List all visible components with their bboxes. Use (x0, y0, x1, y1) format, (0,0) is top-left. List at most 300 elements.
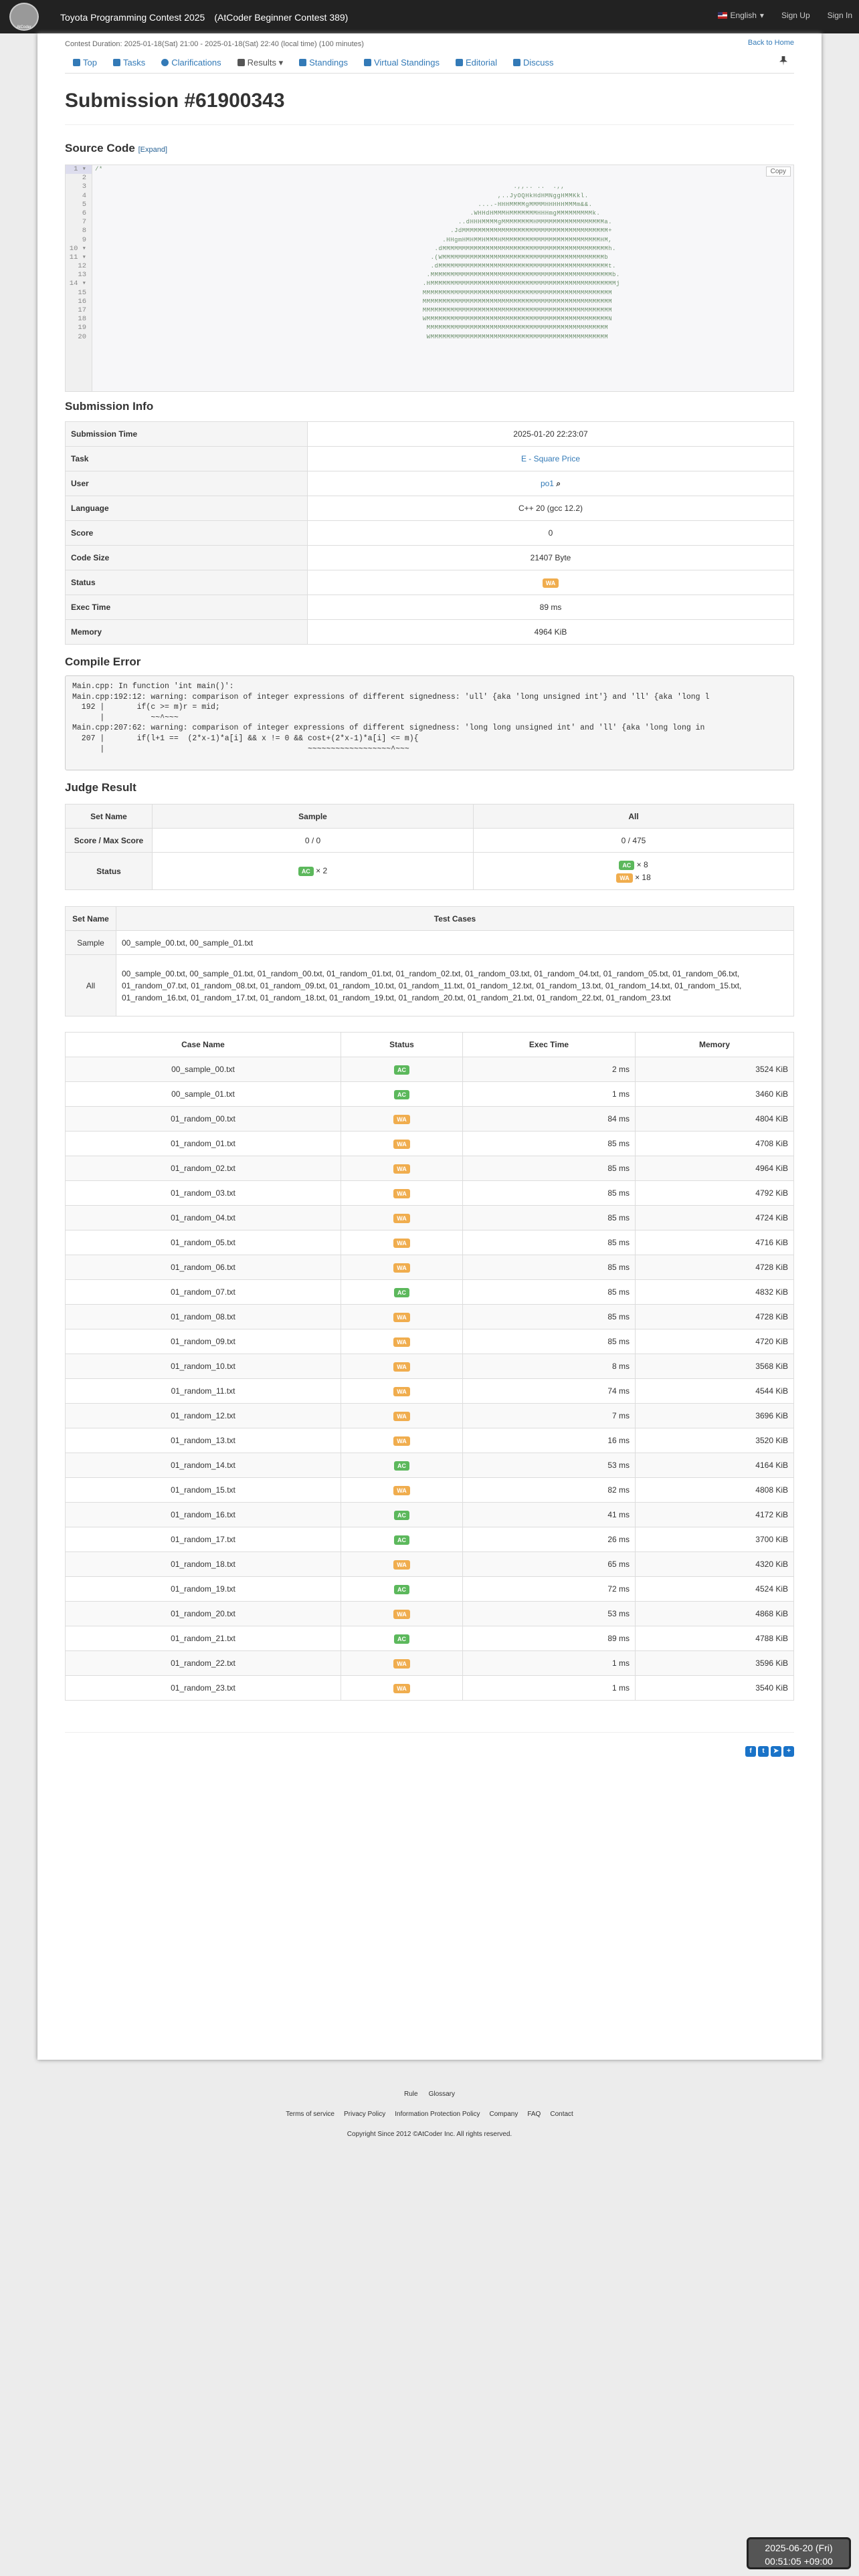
case-name: 01_random_17.txt (66, 1527, 341, 1552)
judge-result-heading: Judge Result (65, 781, 136, 794)
case-memory: 4728 KiB (636, 1255, 794, 1280)
case-exec-time: 7 ms (463, 1404, 636, 1428)
sample-status (153, 853, 474, 890)
table-row (66, 1305, 794, 1329)
code-line: .JdMMMMMMMMMMMMMMMMMMMMMMMMMMMMMMMMMMMMM+ (95, 227, 613, 235)
case-name: 01_random_12.txt (66, 1404, 341, 1428)
status-badge: AC (394, 1535, 409, 1545)
comment-icon (513, 59, 520, 66)
footer-rule-link[interactable]: Rule (403, 2090, 418, 2098)
case-status (341, 1132, 463, 1156)
case-memory: 3520 KiB (636, 1428, 794, 1453)
case-memory: 3696 KiB (636, 1404, 794, 1428)
sign-up-link[interactable]: Sign Up (781, 11, 810, 20)
case-name: 01_random_11.txt (66, 1379, 341, 1404)
case-status (341, 1453, 463, 1478)
footer-link[interactable]: Information Protection Policy (395, 2111, 480, 2118)
flag-icon (718, 12, 727, 19)
code-lines (95, 165, 793, 342)
case-memory: 4720 KiB (636, 1329, 794, 1354)
submission-info-table (65, 421, 794, 645)
tab-virtual-standings[interactable]: Virtual Standings (356, 58, 448, 68)
info-row (66, 546, 794, 570)
status-badge: AC (394, 1288, 409, 1297)
pin-icon[interactable] (779, 56, 787, 66)
line-number: 13 (78, 271, 86, 280)
table-row (66, 1651, 794, 1676)
case-status (341, 1280, 463, 1305)
tab-clarifications[interactable]: Clarifications (153, 58, 229, 68)
clock-time: 00:51:05 +09:00 (765, 2556, 833, 2567)
table-row (66, 1577, 794, 1602)
status-badge: AC (394, 1461, 409, 1471)
tab-top[interactable]: Top (65, 58, 105, 68)
set-name-all: All (66, 955, 116, 1016)
more-share-icon[interactable]: + (783, 1746, 794, 1757)
row-score-label: Score / Max Score (66, 829, 153, 853)
case-exec-time: 41 ms (463, 1503, 636, 1527)
table-row (66, 1503, 794, 1527)
home-icon (73, 59, 80, 66)
info-value (308, 471, 794, 496)
table-row (66, 1082, 794, 1107)
info-row (66, 620, 794, 645)
case-status (341, 1107, 463, 1132)
info-label: User (66, 471, 308, 496)
info-label: Task (66, 447, 308, 471)
status-badge: WA (393, 1313, 410, 1322)
col-all: All (474, 804, 794, 829)
info-row (66, 595, 794, 620)
case-exec-time: 1 ms (463, 1676, 636, 1701)
twitter-share-icon[interactable]: t (758, 1746, 769, 1757)
case-memory: 4708 KiB (636, 1132, 794, 1156)
line-number: 9 (82, 235, 86, 244)
info-label: Language (66, 496, 308, 521)
copyright: Copyright Since 2012 ©AtCoder Inc. All rights reserved. (347, 2131, 512, 2138)
code-line: MMMMMMMMMMMMMMMMMMMMMMMMMMMMMMMMMMMMMMMMMMMMMM (95, 324, 609, 332)
table-row (66, 1156, 794, 1181)
contest-title[interactable]: Toyota Programming Contest 2025 (AtCoder Beginner Contest 389) (60, 12, 349, 23)
case-exec-time: 89 ms (463, 1626, 636, 1651)
status-badge: WA (543, 578, 559, 588)
contest-duration: Contest Duration: 2025-01-18(Sat) 21:00 - 2025-01-18(Sat) 22:40 (local time) (100 minutes) (65, 40, 364, 48)
status-badge: WA (393, 1239, 410, 1248)
case-status (341, 1651, 463, 1676)
case-exec-time: 72 ms (463, 1577, 636, 1602)
line-number: 2 (82, 174, 86, 183)
status-badge: WA (393, 1610, 410, 1619)
line-number: 6 (82, 209, 86, 217)
sort-icon (299, 59, 306, 66)
tab-standings[interactable]: Standings (291, 58, 356, 68)
status-badge: WA (393, 1436, 410, 1446)
line-number: 5 (82, 200, 86, 209)
case-memory: 3568 KiB (636, 1354, 794, 1379)
sample-ac-count: × 2 (316, 866, 328, 875)
col-memory: Memory (636, 1033, 794, 1057)
ac-badge: AC (619, 861, 634, 870)
table-row (66, 1329, 794, 1354)
compile-error-heading: Compile Error (65, 655, 141, 668)
table-row (66, 1181, 794, 1206)
code-line: ,..JyOQHkHdHMNggHMMKkl. (95, 192, 589, 199)
line-number: 18 (78, 315, 86, 324)
status-badge: WA (393, 1684, 410, 1693)
divider (65, 1732, 794, 1733)
info-value-text: 0 (548, 528, 553, 538)
case-memory: 3460 KiB (636, 1082, 794, 1107)
info-label: Submission Time (66, 422, 308, 447)
case-exec-time: 85 ms (463, 1230, 636, 1255)
footer-link[interactable]: Privacy Policy (343, 2111, 386, 2118)
case-name: 01_random_02.txt (66, 1156, 341, 1181)
case-status (341, 1626, 463, 1651)
line-number: 15 (78, 288, 86, 297)
case-status (341, 1057, 463, 1082)
table-row (66, 1478, 794, 1503)
code-line (95, 174, 793, 183)
code-line: .HHgmHMHMMHMMMHMMMMMMMMMMMMMMMMMMMMMMMMMHM, (95, 236, 613, 243)
code-line: .HMMMMMMMMMMMMMMMMMMMMMMMMMMMMMMMMMMMMMMMMMMMMMMMj (95, 280, 620, 288)
table-row (66, 1626, 794, 1651)
case-exec-time: 85 ms (463, 1255, 636, 1280)
case-name: 01_random_10.txt (66, 1354, 341, 1379)
case-exec-time: 1 ms (463, 1651, 636, 1676)
table-row (66, 1379, 794, 1404)
row-status-label: Status (66, 853, 153, 890)
code-line: .WHHdHMMMHMMMMMMMHHHmgMMMMMMMMMk. (95, 209, 601, 217)
footer-links (0, 2111, 859, 2118)
case-status (341, 1527, 463, 1552)
copy-button[interactable]: Copy (766, 167, 791, 177)
share-buttons (745, 1746, 794, 1757)
case-memory: 4716 KiB (636, 1230, 794, 1255)
case-name: 01_random_22.txt (66, 1651, 341, 1676)
language-label: English (730, 11, 757, 20)
case-memory: 4808 KiB (636, 1478, 794, 1503)
info-row (66, 521, 794, 546)
all-wa-count: × 18 (635, 872, 651, 882)
case-exec-time: 85 ms (463, 1181, 636, 1206)
table-row (66, 1230, 794, 1255)
table-row (66, 1602, 794, 1626)
code-line: WMMMMMMMMMMMMMMMMMMMMMMMMMMMMMMMMMMMMMMMMMMMMMMN (95, 316, 613, 323)
line-number: 8 (82, 227, 86, 235)
footer-link[interactable]: Contact (550, 2111, 573, 2118)
case-status (341, 1082, 463, 1107)
line-number-gutter (66, 165, 92, 392)
list-icon (113, 59, 120, 66)
case-exec-time: 85 ms (463, 1156, 636, 1181)
status-badge: WA (393, 1337, 410, 1347)
case-memory: 4804 KiB (636, 1107, 794, 1132)
all-status (474, 853, 794, 890)
case-memory: 4868 KiB (636, 1602, 794, 1626)
case-status (341, 1206, 463, 1230)
facebook-share-icon[interactable]: f (745, 1746, 756, 1757)
info-label: Status (66, 570, 308, 595)
code-line: MMMMMMMMMMMMMMMMMMMMMMMMMMMMMMMMMMMMMMMMMMMMMMMM (95, 298, 613, 305)
sample-score: 0 / 0 (153, 829, 474, 853)
ac-badge: AC (298, 867, 314, 876)
case-name: 01_random_09.txt (66, 1329, 341, 1354)
info-row (66, 447, 794, 471)
info-value-text: 2025-01-20 22:23:07 (513, 429, 588, 439)
status-badge: WA (393, 1189, 410, 1198)
case-status (341, 1255, 463, 1280)
case-memory: 4544 KiB (636, 1379, 794, 1404)
case-memory: 4164 KiB (636, 1453, 794, 1478)
info-label: Memory (66, 620, 308, 645)
status-badge: WA (393, 1263, 410, 1273)
line-number: 14 ▾ (69, 280, 86, 288)
status-badge: WA (393, 1214, 410, 1223)
status-badge: AC (394, 1090, 409, 1099)
info-value-text: C++ 20 (gcc 12.2) (518, 504, 583, 513)
footer-link[interactable]: FAQ (527, 2111, 541, 2118)
case-status (341, 1379, 463, 1404)
tab-results[interactable]: Results ▾ (229, 58, 292, 68)
status-badge: WA (393, 1164, 410, 1174)
case-name: 01_random_04.txt (66, 1206, 341, 1230)
case-name: 01_random_14.txt (66, 1453, 341, 1478)
info-label: Code Size (66, 546, 308, 570)
all-test-cases: 00_sample_00.txt, 00_sample_01.txt, 01_random_00.txt, 01_random_01.txt, 01_random_02.txt, 01_random_03.txt, 01_random_04.txt, 01_random_05.txt, 01_random_06.txt, 01_random_07.txt, 01_random_08.txt, 01_random_09.txt, 01_random_10.txt, 01_random_11.txt, 01_random_12.txt, 01_random_13.txt, 01_random_14.txt, 01_random_15.txt, 01_random_16.txt, 01_random_17.txt, 01_random_18.txt, 01_random_19.txt, 01_random_20.txt, 01_random_21.txt, 01_random_22.txt, 01_random_23.txt (116, 955, 794, 1016)
case-exec-time: 1 ms (463, 1082, 636, 1107)
sort-icon (364, 59, 371, 66)
sample-test-cases: 00_sample_00.txt, 00_sample_01.txt (116, 931, 794, 955)
case-status (341, 1676, 463, 1701)
footer-link[interactable]: Terms of service (286, 2111, 335, 2118)
line-number: 19 (78, 324, 86, 332)
line-number: 7 (82, 218, 86, 227)
status-badge: AC (394, 1585, 409, 1594)
search-icon[interactable]: ⌕ (553, 478, 561, 488)
code-line: ....-HHHMMMMgMMMMHHHHHMMMm&&. (95, 201, 593, 208)
sign-in-link[interactable]: Sign In (827, 11, 852, 20)
compile-error-output: Main.cpp: In function 'int main()': Main.cpp:192:12: warning: comparison of integer expressions of different signedness: 'ull' {aka 'long unsigned int'} and 'll' {aka 'long l 192 | if(c >= m)r = mid; | ~~^~~~ Main.cpp:207:62: warning: comparison of integer expressions of different signedness: 'long long unsigned int' and 'll' {aka 'long long in 207 | if(l+1 == (2*x-1)*a[i] && x != 0 && cost+(2*x-1)*a[i] <= m){ | ~~~~~~~~~~~~~~~~~~^~~~ (65, 675, 794, 770)
table-row (66, 1404, 794, 1428)
case-status (341, 1230, 463, 1255)
footer-link[interactable]: Company (489, 2111, 518, 2118)
case-memory: 4788 KiB (636, 1626, 794, 1651)
line-number: 11 ▾ (69, 253, 86, 261)
case-status (341, 1503, 463, 1527)
code-line: .dMMMMMMMMMMMMMMMMMMMMMMMMMMMMMMMMMMMMMMMMMMh. (95, 245, 616, 252)
case-name: 01_random_05.txt (66, 1230, 341, 1255)
set-name-sample: Sample (66, 931, 116, 955)
line-number: 10 ▾ (69, 244, 86, 253)
case-name: 01_random_06.txt (66, 1255, 341, 1280)
case-status (341, 1428, 463, 1453)
status-badge: WA (393, 1387, 410, 1396)
results-icon (237, 59, 245, 66)
source-code-heading: Source Code [Expand] (65, 142, 168, 154)
table-row (66, 1255, 794, 1280)
col-set-name: Set Name (66, 804, 153, 829)
logo-text: AtCoder (16, 25, 31, 29)
main-container (37, 33, 822, 2060)
case-name: 01_random_07.txt (66, 1280, 341, 1305)
info-value (308, 447, 794, 471)
case-memory: 4832 KiB (636, 1280, 794, 1305)
divider (65, 124, 794, 125)
code-line: /* (95, 166, 103, 173)
status-badge: WA (393, 1486, 410, 1495)
case-exec-time: 85 ms (463, 1329, 636, 1354)
task-link[interactable]: E - Square Price (520, 454, 581, 463)
col-sample: Sample (153, 804, 474, 829)
case-status (341, 1602, 463, 1626)
table-row (66, 1676, 794, 1701)
table-row (66, 1107, 794, 1132)
case-name: 01_random_20.txt (66, 1602, 341, 1626)
case-memory: 4172 KiB (636, 1503, 794, 1527)
language-dropdown[interactable] (718, 11, 764, 20)
case-memory: 4724 KiB (636, 1206, 794, 1230)
case-memory: 4320 KiB (636, 1552, 794, 1577)
tab-tasks[interactable]: Tasks (105, 58, 153, 68)
code-line: ..dHHHMMMMgMMMMMMMMHMMMMMMMMMMMMMMMMMa. (95, 219, 613, 226)
info-row (66, 570, 794, 595)
case-exec-time: 53 ms (463, 1453, 636, 1478)
question-icon (161, 59, 169, 66)
status-badge: WA (393, 1140, 410, 1149)
case-exec-time: 65 ms (463, 1552, 636, 1577)
case-exec-time: 82 ms (463, 1478, 636, 1503)
col-case-name: Case Name (66, 1033, 341, 1057)
info-label: Exec Time (66, 595, 308, 620)
info-value (308, 546, 794, 570)
case-exec-time: 74 ms (463, 1379, 636, 1404)
case-name: 01_random_00.txt (66, 1107, 341, 1132)
info-value (308, 521, 794, 546)
case-name: 01_random_13.txt (66, 1428, 341, 1453)
info-value-text: 89 ms (539, 603, 562, 612)
info-value (308, 570, 794, 595)
code-line: MMMMMMMMMMMMMMMMMMMMMMMMMMMMMMMMMMMMMMMMMMMMMMMM (95, 307, 613, 314)
test-case-results-table (65, 1032, 794, 1701)
case-name: 00_sample_00.txt (66, 1057, 341, 1082)
line-number: 1 ▾ (66, 165, 92, 174)
case-status (341, 1329, 463, 1354)
case-exec-time: 8 ms (463, 1354, 636, 1379)
case-memory: 3540 KiB (636, 1676, 794, 1701)
line-number: 17 (78, 306, 86, 314)
info-value (308, 620, 794, 645)
tab-editorial[interactable]: Editorial (448, 58, 505, 68)
case-exec-time: 85 ms (463, 1132, 636, 1156)
info-label: Score (66, 521, 308, 546)
code-line: .,,.. .. .,, (95, 183, 565, 191)
book-icon (456, 59, 463, 66)
col-set-name: Set Name (66, 907, 116, 931)
case-memory: 4524 KiB (636, 1577, 794, 1602)
case-exec-time: 2 ms (463, 1057, 636, 1082)
info-value (308, 595, 794, 620)
case-name: 01_random_01.txt (66, 1132, 341, 1156)
table-row (66, 1453, 794, 1478)
line-number: 20 (78, 332, 86, 341)
code-line: .(WMMMMMMMMMMMMMMMMMMMMMMMMMMMMMMMMMMMMMMMMMb (95, 253, 609, 261)
case-exec-time: 85 ms (463, 1305, 636, 1329)
code-line: WMMMMMMMMMMMMMMMMMMMMMMMMMMMMMMMMMMMMMMMMMMMMM (95, 333, 609, 340)
case-memory: 4964 KiB (636, 1156, 794, 1181)
case-memory: 4792 KiB (636, 1181, 794, 1206)
case-status (341, 1577, 463, 1602)
status-badge: WA (393, 1362, 410, 1372)
status-badge: WA (393, 1659, 410, 1669)
case-status (341, 1305, 463, 1329)
back-to-home-link[interactable]: Back to Home (747, 39, 794, 47)
col-exec-time: Exec Time (463, 1033, 636, 1057)
line-number: 4 (82, 191, 86, 200)
top-navbar (0, 0, 859, 33)
code-line: MMMMMMMMMMMMMMMMMMMMMMMMMMMMMMMMMMMMMMMMMMMMMMMM (95, 289, 613, 296)
contest-tabs (65, 52, 794, 74)
footer-glossary-link[interactable]: Glossary (428, 2090, 456, 2098)
case-status (341, 1354, 463, 1379)
case-exec-time: 16 ms (463, 1428, 636, 1453)
case-name: 01_random_08.txt (66, 1305, 341, 1329)
case-name: 01_random_03.txt (66, 1181, 341, 1206)
source-code-box[interactable] (65, 165, 794, 392)
info-row (66, 471, 794, 496)
table-row (66, 1132, 794, 1156)
case-name: 01_random_19.txt (66, 1577, 341, 1602)
telegram-share-icon[interactable]: ➤ (771, 1746, 781, 1757)
table-row (66, 1280, 794, 1305)
submission-info-heading: Submission Info (65, 400, 154, 413)
case-exec-time: 85 ms (463, 1206, 636, 1230)
expand-link[interactable]: [Expand] (138, 146, 168, 154)
case-status (341, 1478, 463, 1503)
info-value (308, 496, 794, 521)
status-badge: WA (393, 1560, 410, 1570)
tab-discuss[interactable]: Discuss (505, 58, 562, 68)
case-name: 01_random_23.txt (66, 1676, 341, 1701)
table-row (66, 1206, 794, 1230)
col-test-cases: Test Cases (116, 907, 794, 931)
status-badge: WA (393, 1412, 410, 1421)
line-number: 3 (82, 183, 86, 191)
judge-summary-table (65, 804, 794, 890)
case-memory: 3700 KiB (636, 1527, 794, 1552)
all-score: 0 / 475 (474, 829, 794, 853)
page-title: Submission #61900343 (65, 90, 285, 112)
caret-down-icon: ▾ (759, 11, 764, 20)
case-status (341, 1404, 463, 1428)
wa-badge: WA (616, 873, 633, 883)
case-name: 00_sample_01.txt (66, 1082, 341, 1107)
table-row (66, 1527, 794, 1552)
info-value-text: 4964 KiB (534, 627, 567, 637)
info-value-text: 21407 Byte (530, 553, 571, 562)
status-badge: AC (394, 1634, 409, 1644)
case-exec-time: 85 ms (463, 1280, 636, 1305)
info-row (66, 496, 794, 521)
code-line: .dMMMMMMMMMMMMMMMMMMMMMMMMMMMMMMMMMMMMMMMMMMMt. (95, 263, 616, 270)
case-exec-time: 26 ms (463, 1527, 636, 1552)
status-badge: WA (393, 1115, 410, 1124)
case-name: 01_random_18.txt (66, 1552, 341, 1577)
fixed-clock (747, 2537, 851, 2569)
case-exec-time: 84 ms (463, 1107, 636, 1132)
user-link[interactable]: po1 (540, 478, 554, 488)
table-row (66, 1552, 794, 1577)
clock-date: 2025-06-20 (Fri) (765, 2543, 833, 2553)
